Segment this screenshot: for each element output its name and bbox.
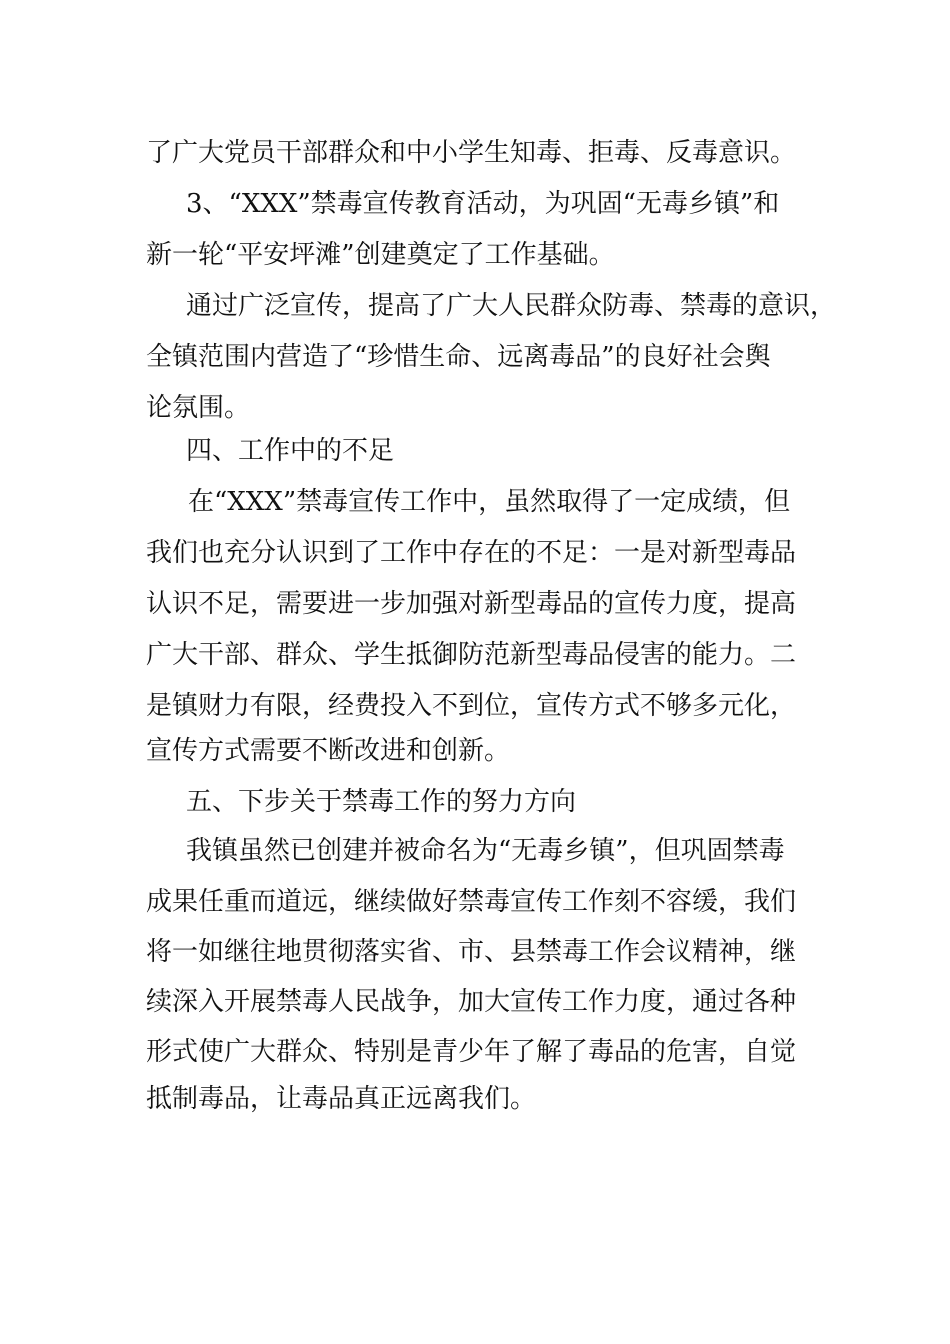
text-line: 全镇范围内营造了“珍惜生命、远离毒品”的良好社会舆 — [146, 342, 771, 372]
section-heading: 五、下步关于禁毒工作的努力方向 — [186, 787, 577, 817]
text-line: 论氛围。 — [146, 393, 251, 423]
text-line: 广大干部、群众、学生抵御防范新型毒品侵害的能力。二 — [146, 640, 797, 670]
text-line: 是镇财力有限，经费投入不到位，宣传方式不够多元化， — [146, 691, 797, 721]
text-line: 在“XXX”禁毒宣传工作中，虽然取得了一定成绩，但 — [188, 487, 791, 517]
text-line: 了广大党员干部群众和中小学生知毒、拒毒、反毒意识。 — [146, 138, 797, 168]
section-heading: 四、工作中的不足 — [186, 436, 395, 466]
text-line: 3、“XXX”禁毒宣传教育活动，为巩固“无毒乡镇”和 — [186, 189, 780, 219]
text-line: 抵制毒品，让毒品真正远离我们。 — [146, 1084, 537, 1114]
text-line: 将一如继往地贯彻落实省、市、县禁毒工作会议精神，继 — [146, 937, 797, 967]
text-line: 新一轮“平安坪滩”创建奠定了工作基础。 — [146, 240, 615, 270]
text-line: 通过广泛宣传，提高了广大人民群众防毒、禁毒的意识， — [186, 291, 837, 321]
text-line: 宣传方式需要不断改进和创新。 — [146, 736, 511, 766]
text-line: 续深入开展禁毒人民战争，加大宣传工作力度，通过各种 — [146, 987, 797, 1017]
text-line: 我镇虽然已创建并被命名为“无毒乡镇”，但巩固禁毒 — [186, 836, 785, 866]
text-line: 我们也充分认识到了工作中存在的不足：一是对新型毒品 — [146, 538, 797, 568]
text-line: 认识不足，需要进一步加强对新型毒品的宣传力度，提高 — [146, 589, 797, 619]
text-line: 成果任重而道远，继续做好禁毒宣传工作刻不容缓，我们 — [146, 887, 797, 917]
text-line: 形式使广大群众、特别是青少年了解了毒品的危害，自觉 — [146, 1037, 797, 1067]
